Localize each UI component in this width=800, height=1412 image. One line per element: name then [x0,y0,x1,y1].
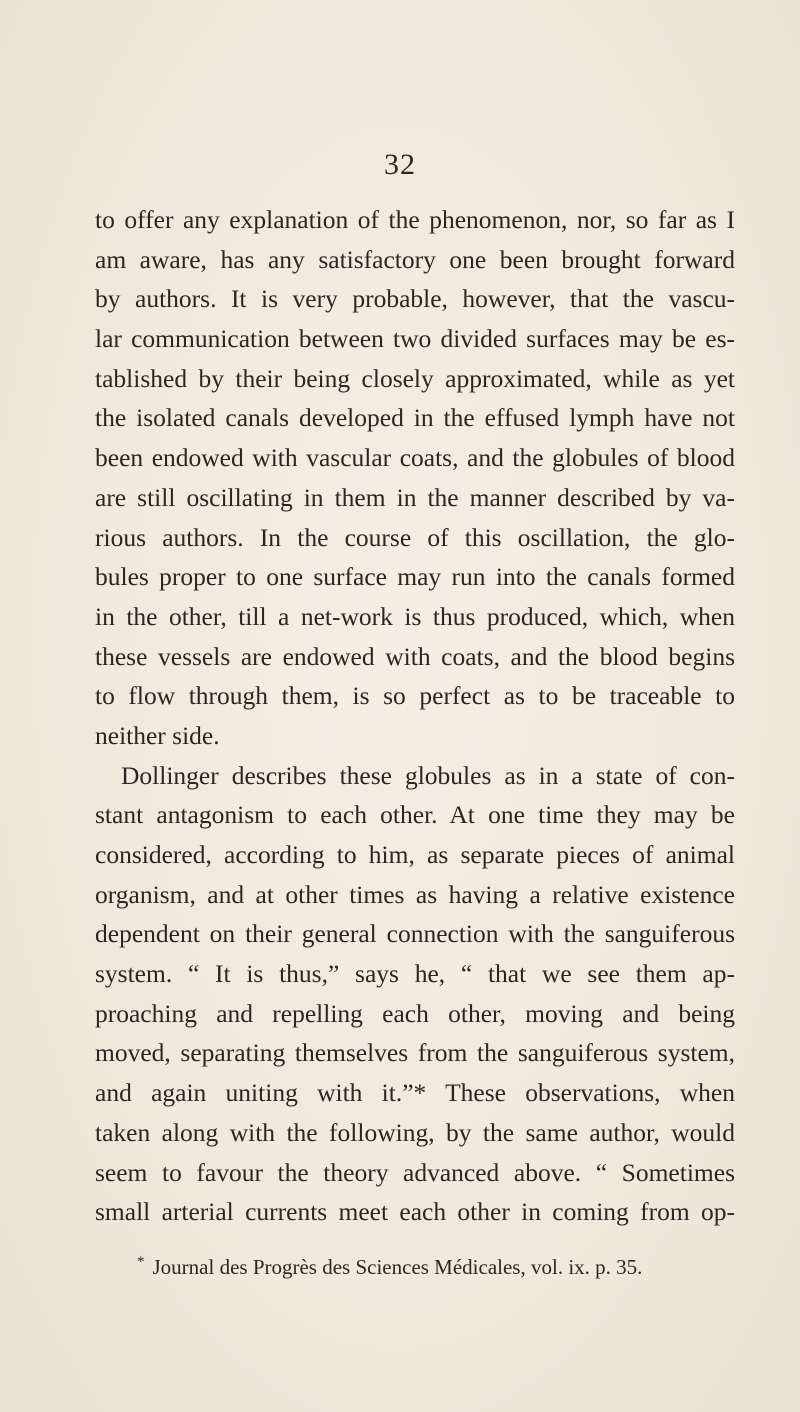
text-line: am aware, has any satisfactory one been brought forward [95,244,735,274]
text-line: small arterial currents meet each other in coming from op- [95,1197,735,1227]
text-line: seem to favour the theory advanced above. “ Sometimes [95,1157,735,1187]
text-line: tablished by their being closely approximated, while as yet [95,363,735,393]
text-line: organism, and at other times as having a relative existence [95,879,735,909]
footnote-text: Journal des Progrès des Sciences Médicales, vol. ix. p. 35. [152,1255,643,1279]
text-line: these vessels are endowed with coats, and the blood begins [95,641,735,671]
text-line: been endowed with vascular coats, and the globules of blood [95,443,735,473]
text-line: taken along with the following, by the same author, would [95,1117,735,1147]
text-line: lar communication between two divided surfaces may be es- [95,324,735,354]
text-line: considered, according to him, as separate pieces of animal [95,840,735,869]
text-line: proaching and repelling each other, moving and being [95,998,735,1028]
text-line: moved, separating themselves from the sanguiferous system, [95,1038,735,1068]
footnote-marker: * [137,1254,145,1270]
text-line: neither side. [95,720,220,750]
text-line: Dollinger describes these globules as in a state of con- [121,760,735,790]
text-line: to offer any explanation of the phenomenon, nor, so far as I [95,205,735,234]
footnote [95,1247,735,1282]
text-line: and again uniting with it.”* These observations, when [95,1078,735,1108]
text-line: in the other, till a net-work is thus produced, which, when [95,601,735,631]
text-line: the isolated canals developed in the effused lymph have not [95,403,735,433]
text-line: rious authors. In the course of this oscillation, the glo- [95,522,735,552]
text-line: stant antagonism to each other. At one time they may be [95,800,735,830]
text-line: system. “ It is thus,” says he, “ that we see them ap- [95,959,735,989]
text-line: to flow through them, is so perfect as to be traceable to [95,681,735,711]
body-text [95,200,735,1232]
text-line: by authors. It is very probable, however, that the vascu- [95,284,735,314]
page-number: 32 [384,148,416,181]
text-line: are still oscillating in them in the manner described by va- [95,482,735,512]
text-line: bules proper to one surface may run into the canals formed [95,562,735,592]
text-line: dependent on their general connection with the sanguiferous [95,919,735,949]
